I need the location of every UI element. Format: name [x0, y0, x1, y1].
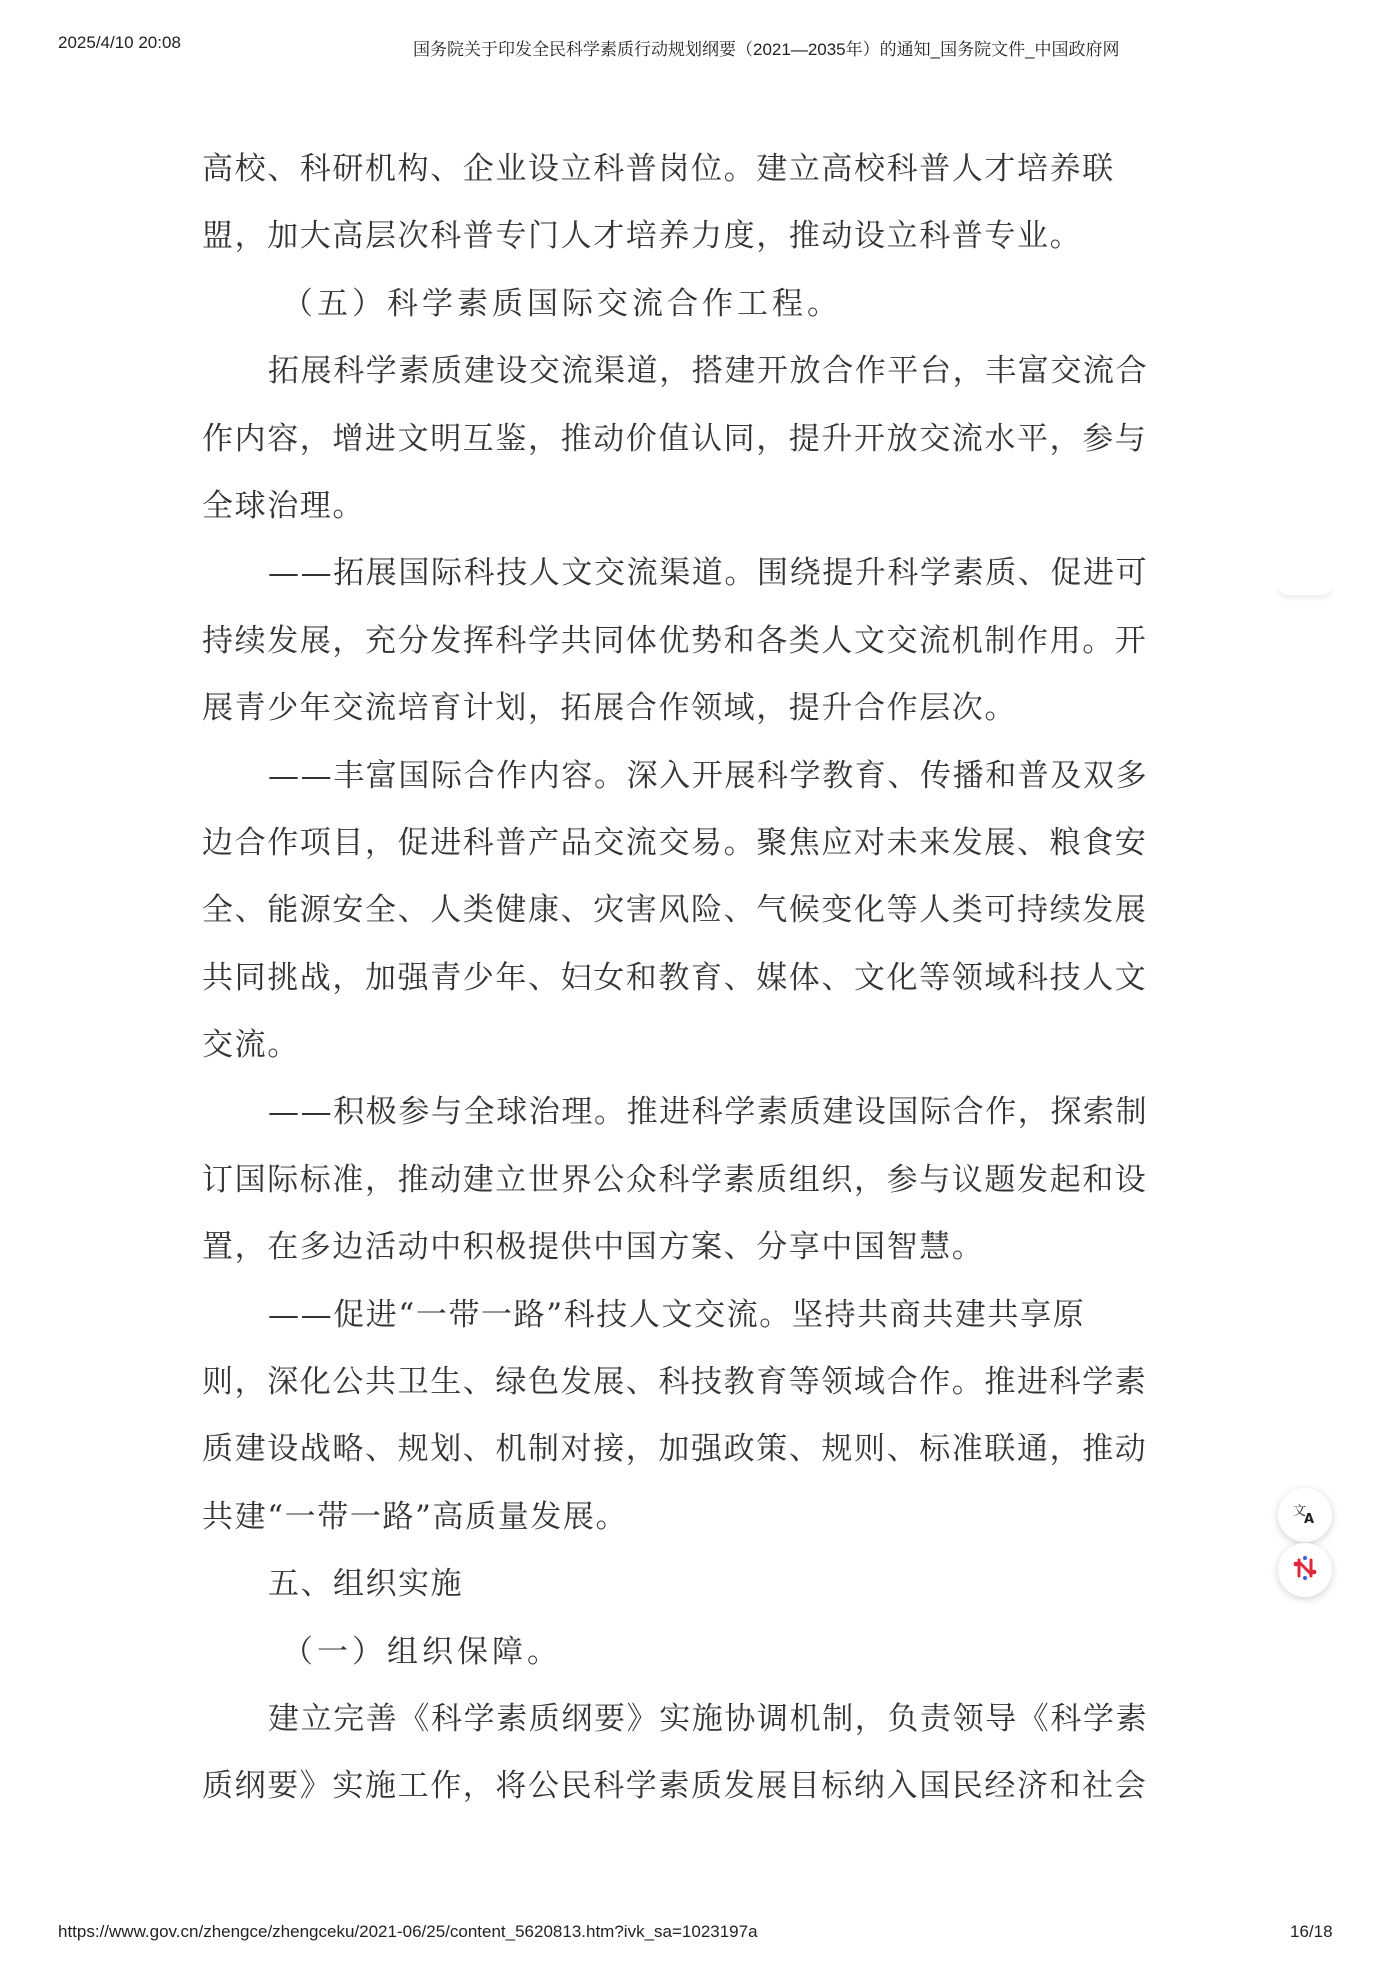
text-line: ——丰富国际合作内容。深入开展科学教育、传播和普及双多: [268, 757, 1149, 794]
text-line: 全、能源安全、人类健康、灾害风险、气候变化等人类可持续发展: [202, 892, 1148, 929]
text-line: ——促进“一带一路”科技人文交流。坚持共商共建共享原: [268, 1296, 1086, 1333]
text-line: 盟，加大高层次科普专门人才培养力度，推动设立科普专业。: [202, 218, 1083, 255]
text-line: 质纲要》实施工作，将公民科学素质发展目标纳入国民经济和社会: [202, 1768, 1148, 1805]
text-line: 共同挑战，加强青少年、妇女和教育、媒体、文化等领域科技人文: [202, 959, 1148, 996]
svg-text:文: 文: [1293, 1504, 1307, 1519]
text-line: 边合作项目，促进科普产品交流交易。聚焦应对未来发展、粮食安: [202, 824, 1148, 861]
header-datetime: 2025/4/10 20:08: [58, 33, 181, 52]
text-line: 订国际标准，推动建立世界公众科学素质组织，参与议题发起和设: [202, 1161, 1148, 1198]
text-line: 共建“一带一路”高质量发展。: [202, 1498, 629, 1535]
footer-page-number: 16/18: [1290, 1922, 1333, 1941]
text-line: 持续发展，充分发挥科学共同体优势和各类人文交流机制作用。开: [202, 622, 1148, 659]
translate-button[interactable]: [1278, 1488, 1332, 1542]
ai-assistant-icon: [1291, 1554, 1319, 1586]
text-line: ——拓展国际科技人文交流渠道。围绕提升科学素质、促进可: [268, 555, 1149, 592]
section-heading: 五、组织实施: [268, 1566, 463, 1603]
footer-url: https://www.gov.cn/zhengce/zhengceku/2021-06/25/content_5620813.htm?ivk_sa=1023197a: [58, 1922, 758, 1941]
text-line: 交流。: [202, 1027, 300, 1064]
subsection-heading: （五）科学素质国际交流合作工程。: [282, 285, 842, 322]
text-line: 质建设战略、规划、机制对接，加强政策、规则、标准联通，推动: [202, 1431, 1148, 1468]
collapsed-toolbar-edge: [1278, 585, 1332, 595]
svg-text:A: A: [1304, 1512, 1315, 1526]
header-page-title: 国务院关于印发全民科学素质行动规划纲要（2021—2035年）的通知_国务院文件_中国政府网: [413, 40, 1120, 59]
text-line: 则，深化公共卫生、绿色发展、科技教育等领域合作。推进科学素: [202, 1364, 1148, 1401]
document-body: [202, 136, 1202, 1821]
text-line: 展青少年交流培育计划，拓展合作领域，提升合作层次。: [202, 690, 1017, 727]
text-line: 建立完善《科学素质纲要》实施协调机制，负责领导《科学素: [268, 1700, 1149, 1737]
text-line: 置，在多边活动中积极提供中国方案、分享中国智慧。: [202, 1229, 985, 1266]
ai-assistant-button[interactable]: [1278, 1543, 1332, 1597]
text-line: 全球治理。: [202, 487, 365, 524]
subsection-heading: （一）组织保障。: [282, 1633, 562, 1670]
translate-icon: [1292, 1500, 1318, 1530]
text-line: ——积极参与全球治理。推进科学素质建设国际合作，探索制: [268, 1094, 1149, 1131]
text-line: 作内容，增进文明互鉴，推动价值认同，提升开放交流水平，参与: [202, 420, 1148, 457]
text-line: 拓展科学素质建设交流渠道，搭建开放合作平台，丰富交流合: [268, 353, 1149, 390]
text-line: 高校、科研机构、企业设立科普岗位。建立高校科普人才培养联: [202, 151, 1115, 187]
